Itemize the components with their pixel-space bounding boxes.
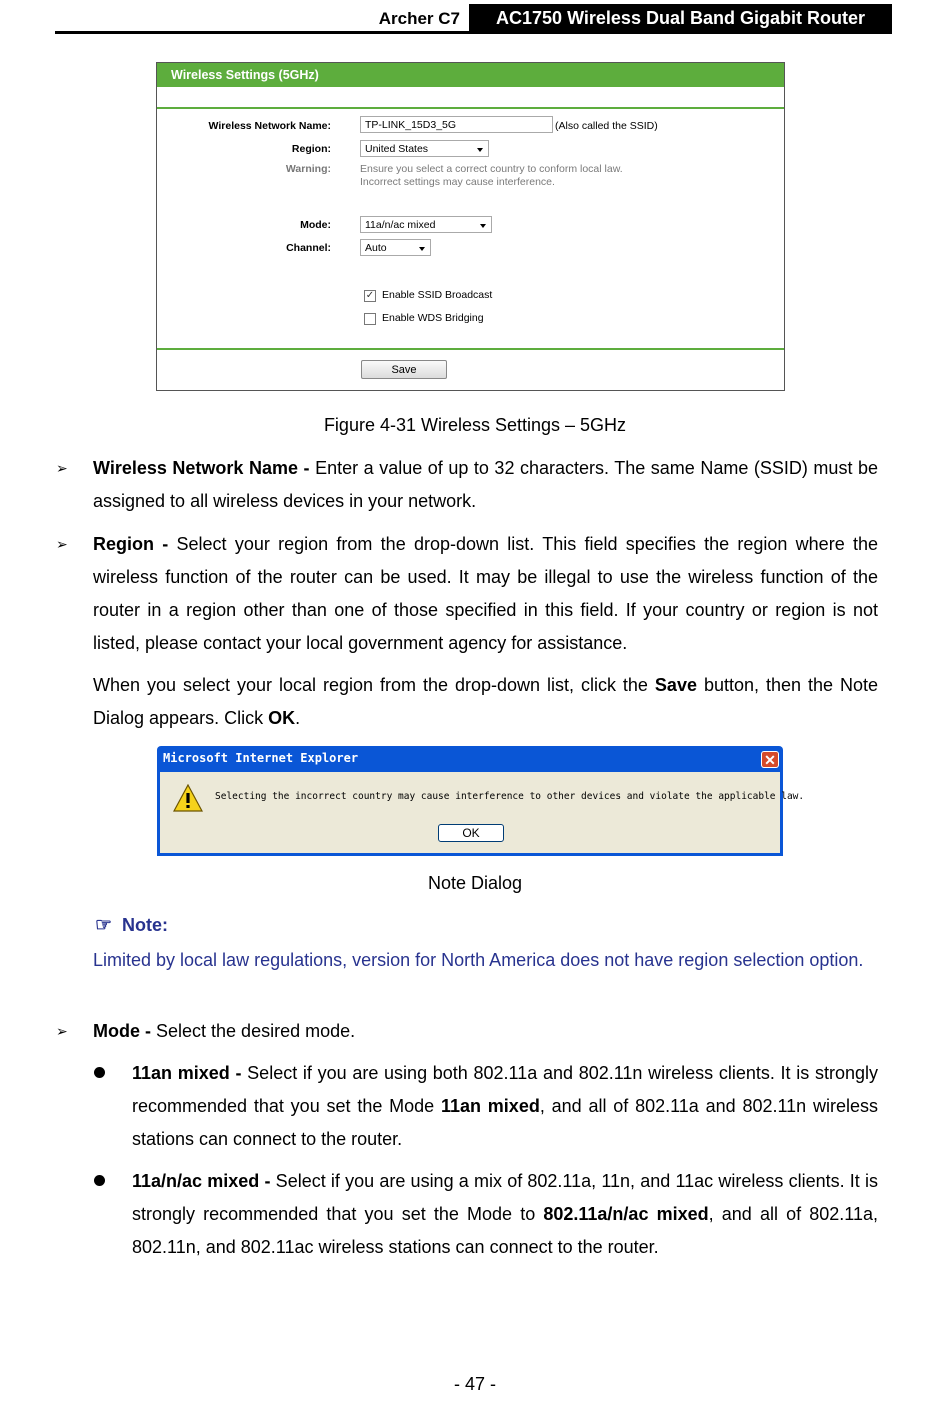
ssid-hint: (Also called the SSID) xyxy=(555,120,658,132)
dialog-message: Selecting the incorrect country may cause interference to other devices and violate the applicable law. xyxy=(215,791,805,802)
ssid-description xyxy=(93,452,878,518)
save-button[interactable]: Save xyxy=(361,360,447,379)
page-number: - 47 - xyxy=(453,1374,496,1394)
ok-term: OK xyxy=(268,708,296,728)
ssid-text: Enter a value of up to 32 characters. The same Name (SSID) must be assigned to all wireless devices in your network. xyxy=(93,458,879,511)
save-term: Save xyxy=(654,675,697,695)
note-heading-text: Note: xyxy=(122,915,169,935)
mode-11an-text-b: , and all of 802.11a and 802.11n wireless stations can connect to the router. xyxy=(132,1096,878,1149)
mode-text: Select the desired mode. xyxy=(151,1021,356,1041)
ssid-label: Wireless Network Name: xyxy=(208,120,331,132)
ssid-term: Wireless Network Name - xyxy=(93,458,310,478)
note-heading xyxy=(95,914,168,937)
pointing-hand-icon: ☞ xyxy=(95,915,113,936)
round-bullet-icon xyxy=(94,1175,105,1186)
warning-label: Warning: xyxy=(285,163,331,175)
warning-line-2: Incorrect settings may cause interference. xyxy=(360,176,555,188)
region-label: Region: xyxy=(291,143,331,155)
panel-divider-top xyxy=(157,107,784,109)
mode-description xyxy=(93,1015,878,1048)
followup-text-2: button, then the Note Dialog appears. Click xyxy=(93,675,878,728)
chevron-down-icon xyxy=(419,247,425,251)
note-text: Limited by local law regulations, version for North America does not have region selection option. xyxy=(93,950,864,970)
header-model: Archer C7 xyxy=(378,9,460,28)
close-icon[interactable]: ✕ xyxy=(761,751,779,768)
wds-bridging-checkbox[interactable] xyxy=(364,313,376,325)
region-followup xyxy=(93,669,878,735)
wireless-settings-panel xyxy=(156,62,785,391)
ssid-input[interactable]: TP-LINK_15D3_5G xyxy=(360,116,553,133)
ssid-broadcast-checkbox[interactable] xyxy=(364,290,376,302)
mode-11an-text-a: Select if you are using both 802.11a and 802.11n wireless clients. It is strongly recommended that you set the Mode xyxy=(132,1063,878,1116)
region-description xyxy=(93,528,878,660)
chevron-down-icon xyxy=(477,148,483,152)
mode-select[interactable] xyxy=(360,216,492,233)
arrow-bullet-icon: ➢ xyxy=(56,1023,68,1039)
arrow-bullet-icon: ➢ xyxy=(56,536,68,552)
region-term: Region - xyxy=(93,534,169,554)
mode-11anac-text-b: , and all of 802.11a, 802.11n, and 802.11ac wireless stations can connect to the router. xyxy=(132,1204,878,1257)
mode-11an-bold: 11an mixed xyxy=(440,1096,540,1116)
dialog-body xyxy=(160,772,805,853)
panel-divider-bottom xyxy=(157,348,784,350)
warning-line-1: Ensure you select a correct country to conform local law. xyxy=(360,163,623,175)
chevron-down-icon xyxy=(480,224,486,228)
mode-11anac-term: 11a/n/ac mixed - xyxy=(132,1171,271,1191)
header-rule xyxy=(55,31,892,34)
ok-button[interactable]: OK xyxy=(438,824,504,842)
region-value: United States xyxy=(365,143,429,155)
mode-11anac-description xyxy=(132,1165,878,1264)
followup-text-1: When you select your local region from the drop-down list, click the xyxy=(93,675,655,695)
mode-11an-term: 11an mixed - xyxy=(132,1063,242,1083)
channel-select[interactable] xyxy=(360,239,431,256)
mode-11anac-bold: 802.11a/n/ac mixed xyxy=(543,1204,709,1224)
wds-bridging-label: Enable WDS Bridging xyxy=(382,312,484,324)
dialog-title: Microsoft Internet Explorer xyxy=(163,751,359,765)
mode-11an-description xyxy=(132,1057,878,1156)
panel-title-bar xyxy=(157,63,784,87)
panel-title: Wireless Settings (5GHz) xyxy=(171,68,319,82)
ssid-broadcast-label: Enable SSID Broadcast xyxy=(382,289,493,301)
check-icon: ✓ xyxy=(365,290,375,301)
round-bullet-icon xyxy=(94,1067,105,1078)
channel-label: Channel: xyxy=(286,242,331,254)
followup-text-3: . xyxy=(295,708,301,728)
mode-term: Mode - xyxy=(93,1021,151,1041)
header-title: AC1750 Wireless Dual Band Gigabit Router xyxy=(469,4,892,31)
arrow-bullet-icon: ➢ xyxy=(56,460,68,476)
region-select[interactable] xyxy=(360,140,489,157)
note-dialog xyxy=(157,746,805,856)
dialog-caption: Note Dialog xyxy=(427,873,523,893)
region-text: Select your region from the drop-down list. This field specifies the region where the wireless function of the router can be used. It may be illegal to use the wireless function of the router in a region other than one of those specified in this field. If your country or region is not listed, please contact your local government agency for assistance. xyxy=(93,534,878,653)
mode-11anac-text-a: Select if you are using a mix of 802.11a, 11n, and 11ac wireless clients. It is strongly recommended that you set the Mode to xyxy=(132,1171,878,1224)
figure-caption: Figure 4-31 Wireless Settings – 5GHz xyxy=(323,415,627,435)
mode-value: 11a/n/ac mixed xyxy=(365,219,436,231)
warning-icon xyxy=(173,784,203,812)
channel-value: Auto xyxy=(365,242,387,254)
mode-label: Mode: xyxy=(300,219,331,231)
